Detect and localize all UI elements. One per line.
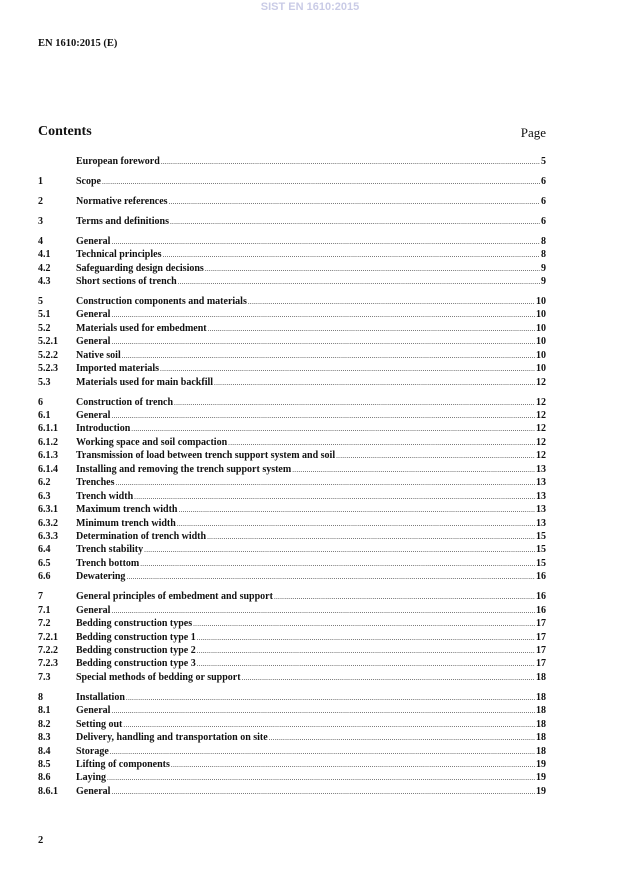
- toc-entry-number: 6: [38, 396, 43, 408]
- dot-leader: [110, 745, 535, 759]
- toc-entry-page: 19: [536, 785, 546, 797]
- dot-leader: [170, 215, 540, 229]
- toc-entry-page: 6: [541, 215, 546, 227]
- toc-entry-title: Lifting of components: [76, 758, 170, 770]
- toc-entry[interactable]: [38, 718, 546, 731]
- toc-entry[interactable]: [38, 463, 546, 476]
- dot-leader: [107, 771, 535, 785]
- toc-entry-page: 15: [536, 530, 546, 542]
- dot-leader: [144, 543, 535, 557]
- toc-entry-page: 19: [536, 772, 546, 784]
- toc-entry-page: 18: [536, 732, 546, 744]
- toc-entry-title: Native soil: [76, 349, 121, 361]
- toc-entry-number: 6.3.3: [38, 530, 58, 542]
- toc-group: [38, 396, 546, 584]
- toc-entry-title: Technical principles: [76, 249, 162, 261]
- toc-entry[interactable]: [38, 436, 546, 449]
- toc-entry-title: Scope: [76, 175, 101, 187]
- toc-entry-number: 6.1.4: [38, 463, 58, 475]
- table-of-contents: [38, 155, 546, 805]
- toc-entry-page: 10: [536, 349, 546, 361]
- dot-leader: [178, 503, 535, 517]
- dot-leader: [111, 308, 535, 322]
- toc-entry-page: 10: [536, 322, 546, 334]
- toc-entry-page: 12: [536, 396, 546, 408]
- toc-entry-title: Delivery, handling and transportation on site: [76, 732, 268, 744]
- dot-leader: [111, 235, 540, 249]
- toc-entry-page: 10: [536, 336, 546, 348]
- toc-entry[interactable]: [38, 691, 546, 704]
- dot-leader: [134, 490, 535, 504]
- toc-entry[interactable]: [38, 295, 546, 308]
- toc-entry-number: 6.1.1: [38, 423, 58, 435]
- toc-entry[interactable]: [38, 476, 546, 489]
- dot-leader: [161, 155, 540, 169]
- toc-entry-page: 13: [536, 477, 546, 489]
- toc-entry-title: Materials used for embedment: [76, 322, 207, 334]
- dot-leader: [197, 644, 535, 658]
- toc-group: [38, 235, 546, 289]
- toc-entry-title: Working space and soil compaction: [76, 436, 228, 448]
- dot-leader: [292, 463, 535, 477]
- toc-entry-title: Trench stability: [76, 544, 144, 556]
- toc-entry-number: 7: [38, 591, 43, 603]
- toc-entry-page: 18: [536, 691, 546, 703]
- toc-entry[interactable]: [38, 704, 546, 717]
- toc-entry-page: 19: [536, 758, 546, 770]
- toc-entry-page: 10: [536, 363, 546, 375]
- toc-entry[interactable]: [38, 644, 546, 657]
- toc-entry-page: 13: [536, 517, 546, 529]
- toc-entry-title: General principles of embedment and support: [76, 591, 273, 603]
- toc-entry-page: 6: [541, 195, 546, 207]
- toc-entry[interactable]: [38, 155, 546, 168]
- toc-entry-title: Construction of trench: [76, 396, 174, 408]
- toc-entry[interactable]: [38, 785, 546, 798]
- toc-entry-number: 8.6: [38, 772, 51, 784]
- toc-entry-page: 8: [541, 249, 546, 261]
- toc-entry-number: 7.2.3: [38, 658, 58, 670]
- toc-entry-number: 7.2.2: [38, 644, 58, 656]
- toc-entry-page: 6: [541, 175, 546, 187]
- dot-leader: [174, 396, 535, 410]
- dot-leader: [111, 335, 535, 349]
- dot-leader: [111, 704, 535, 718]
- toc-entry[interactable]: [38, 604, 546, 617]
- dot-leader: [123, 718, 535, 732]
- toc-entry[interactable]: [38, 308, 546, 321]
- dot-leader: [274, 590, 535, 604]
- toc-entry[interactable]: [38, 449, 546, 462]
- toc-entry-title: Bedding construction type 1: [76, 631, 196, 643]
- toc-entry-number: 5.2: [38, 322, 51, 334]
- toc-entry-page: 17: [536, 631, 546, 643]
- toc-group: [38, 155, 546, 168]
- toc-entry-title: Safeguarding design decisions: [76, 262, 204, 274]
- toc-entry-page: 10: [536, 309, 546, 321]
- dot-leader: [116, 476, 535, 490]
- dot-leader: [208, 322, 535, 336]
- toc-entry-title: Terms and definitions: [76, 215, 169, 227]
- toc-entry[interactable]: [38, 422, 546, 435]
- toc-entry-title: Minimum trench width: [76, 517, 176, 529]
- toc-entry-number: 6.3.2: [38, 517, 58, 529]
- dot-leader: [178, 275, 540, 289]
- toc-entry-title: Transmission of load between trench support system and soil: [76, 450, 336, 462]
- dot-leader: [102, 175, 540, 189]
- toc-entry[interactable]: [38, 557, 546, 570]
- dot-leader: [336, 449, 535, 463]
- toc-entry[interactable]: [38, 503, 546, 516]
- page-column-label: Page: [520, 125, 546, 140]
- watermark: SIST EN 1610:2015: [260, 1, 360, 13]
- toc-entry-title: Setting out: [76, 718, 123, 730]
- toc-entry-title: Short sections of trench: [76, 276, 177, 288]
- toc-entry-page: 13: [536, 490, 546, 502]
- toc-entry-page: 17: [536, 618, 546, 630]
- toc-entry-title: Special methods of bedding or support: [76, 671, 241, 683]
- dot-leader: [111, 785, 535, 799]
- toc-entry-page: 12: [536, 423, 546, 435]
- contents-heading: Contents: [38, 124, 92, 139]
- toc-entry-number: 8.6.1: [38, 785, 58, 797]
- toc-entry[interactable]: [38, 235, 546, 248]
- toc-entry-number: 7.1: [38, 604, 51, 616]
- toc-entry-title: Bedding construction types: [76, 618, 193, 630]
- toc-entry[interactable]: [38, 349, 546, 362]
- toc-entry[interactable]: [38, 409, 546, 422]
- toc-entry-number: 8.1: [38, 705, 51, 717]
- dot-leader: [248, 295, 535, 309]
- dot-leader: [169, 195, 540, 209]
- toc-entry-number: 4.2: [38, 262, 51, 274]
- toc-entry-number: 1: [38, 175, 43, 187]
- document-header: EN 1610:2015 (E): [38, 38, 118, 49]
- toc-entry-title: General: [76, 705, 111, 717]
- toc-entry-number: 8.2: [38, 718, 51, 730]
- dot-leader: [162, 248, 540, 262]
- dot-leader: [160, 362, 535, 376]
- toc-entry-number: 6.1: [38, 410, 51, 421]
- dot-leader: [131, 422, 535, 436]
- toc-entry-page: 15: [536, 544, 546, 556]
- toc-entry-number: 6.3: [38, 490, 51, 502]
- toc-entry-page: 18: [536, 705, 546, 717]
- toc-entry-title: European foreword: [76, 156, 160, 167]
- toc-entry-title: Normative references: [76, 195, 168, 207]
- toc-entry-number: 7.2: [38, 618, 51, 630]
- dot-leader: [197, 657, 535, 671]
- toc-entry[interactable]: [38, 275, 546, 288]
- dot-leader: [111, 409, 535, 423]
- toc-entry[interactable]: [38, 362, 546, 375]
- dot-leader: [126, 570, 535, 584]
- toc-entry-title: General: [76, 604, 111, 616]
- toc-entry-number: 5.2.1: [38, 336, 58, 348]
- dot-leader: [111, 604, 535, 618]
- toc-entry-title: Installation: [76, 691, 125, 703]
- toc-entry-page: 12: [536, 376, 546, 388]
- toc-entry-title: Laying: [76, 772, 107, 784]
- toc-entry-page: 16: [536, 571, 546, 583]
- dot-leader: [140, 557, 535, 571]
- toc-entry-title: Materials used for main backfill: [76, 376, 214, 388]
- toc-entry-title: Introduction: [76, 423, 131, 435]
- toc-group: [38, 175, 546, 188]
- toc-entry-title: Maximum trench width: [76, 504, 178, 516]
- toc-entry-title: General: [76, 336, 111, 348]
- toc-entry-page: 15: [536, 557, 546, 569]
- toc-entry-title: Storage: [76, 745, 109, 757]
- toc-entry[interactable]: [38, 570, 546, 583]
- toc-entry-number: 4.1: [38, 249, 51, 261]
- dot-leader: [242, 671, 535, 685]
- toc-entry[interactable]: [38, 631, 546, 644]
- dot-leader: [197, 631, 535, 645]
- toc-entry-title: Construction components and materials: [76, 296, 247, 307]
- toc-entry-title: General: [76, 410, 111, 421]
- toc-entry[interactable]: [38, 396, 546, 409]
- toc-entry-page: 10: [536, 296, 546, 307]
- toc-group: [38, 691, 546, 799]
- dot-leader: [207, 530, 535, 544]
- toc-entry-number: 6.3.1: [38, 504, 58, 516]
- toc-entry[interactable]: [38, 758, 546, 771]
- toc-entry[interactable]: [38, 195, 546, 208]
- toc-entry-page: 17: [536, 644, 546, 656]
- toc-entry[interactable]: [38, 262, 546, 275]
- toc-entry-title: Installing and removing the trench support system: [76, 463, 292, 475]
- toc-entry-number: 6.1.3: [38, 450, 58, 462]
- dot-leader: [205, 262, 540, 276]
- toc-entry-number: 5.2.2: [38, 349, 58, 361]
- toc-entry-title: Bedding construction type 3: [76, 658, 196, 670]
- toc-entry-number: 4: [38, 235, 43, 247]
- toc-entry-number: 6.6: [38, 571, 51, 583]
- toc-entry-number: 8.5: [38, 758, 51, 770]
- toc-entry-title: Imported materials: [76, 363, 160, 375]
- toc-entry-title: Bedding construction type 2: [76, 644, 196, 656]
- toc-entry[interactable]: [38, 771, 546, 784]
- toc-entry[interactable]: [38, 517, 546, 530]
- toc-entry[interactable]: [38, 671, 546, 684]
- toc-entry-page: 16: [536, 604, 546, 616]
- toc-entry-number: 6.1.2: [38, 436, 58, 448]
- dot-leader: [177, 517, 535, 531]
- toc-entry-page: 18: [536, 671, 546, 683]
- toc-entry-number: 3: [38, 215, 43, 227]
- toc-entry-title: Trenches: [76, 477, 115, 489]
- toc-entry-title: Determination of trench width: [76, 530, 207, 542]
- toc-entry-page: 12: [536, 450, 546, 462]
- toc-entry-number: 5.1: [38, 309, 51, 321]
- toc-entry[interactable]: [38, 490, 546, 503]
- toc-entry[interactable]: [38, 335, 546, 348]
- toc-entry-title: General: [76, 309, 111, 321]
- toc-entry-title: Trench bottom: [76, 557, 140, 569]
- toc-entry-number: 8: [38, 691, 43, 703]
- dot-leader: [122, 349, 535, 363]
- dot-leader: [171, 758, 535, 772]
- toc-entry[interactable]: [38, 215, 546, 228]
- toc-entry-page: 18: [536, 718, 546, 730]
- toc-entry-page: 17: [536, 658, 546, 670]
- toc-entry-number: 7.3: [38, 671, 51, 683]
- toc-entry-title: Dewatering: [76, 571, 126, 583]
- toc-entry[interactable]: [38, 248, 546, 261]
- toc-entry[interactable]: [38, 617, 546, 630]
- toc-entry[interactable]: [38, 322, 546, 335]
- page-number: 2: [38, 835, 44, 846]
- toc-entry-number: 6.4: [38, 544, 51, 556]
- toc-entry-number: 5: [38, 296, 43, 307]
- toc-entry-title: General: [76, 235, 111, 247]
- toc-group: [38, 215, 546, 228]
- dot-leader: [214, 376, 535, 390]
- toc-entry-page: 8: [541, 235, 546, 247]
- toc-entry-page: 16: [536, 591, 546, 603]
- dot-leader: [228, 436, 535, 450]
- toc-entry[interactable]: [38, 590, 546, 603]
- toc-entry-page: 13: [536, 504, 546, 516]
- toc-entry[interactable]: [38, 657, 546, 670]
- toc-entry-number: 8.3: [38, 732, 51, 744]
- toc-entry[interactable]: [38, 530, 546, 543]
- dot-leader: [193, 617, 535, 631]
- toc-entry[interactable]: [38, 731, 546, 744]
- toc-group: [38, 295, 546, 389]
- toc-entry[interactable]: [38, 376, 546, 389]
- toc-entry-number: 5.2.3: [38, 363, 58, 375]
- toc-entry[interactable]: [38, 745, 546, 758]
- toc-entry-page: 5: [541, 156, 546, 167]
- toc-entry-page: 9: [541, 276, 546, 288]
- toc-entry-page: 12: [536, 436, 546, 448]
- toc-group: [38, 195, 546, 208]
- toc-entry-number: 2: [38, 195, 43, 207]
- toc-entry[interactable]: [38, 175, 546, 188]
- toc-group: [38, 590, 546, 684]
- toc-entry-page: 18: [536, 745, 546, 757]
- toc-entry-number: 6.2: [38, 477, 51, 489]
- toc-entry[interactable]: [38, 543, 546, 556]
- toc-entry-title: General: [76, 785, 111, 797]
- toc-entry-number: 8.4: [38, 745, 51, 757]
- toc-entry-page: 9: [541, 262, 546, 274]
- toc-entry-page: 13: [536, 463, 546, 475]
- toc-entry-title: Trench width: [76, 490, 134, 502]
- toc-entry-number: 6.5: [38, 557, 51, 569]
- dot-leader: [126, 691, 535, 705]
- toc-entry-page: 12: [536, 410, 546, 421]
- toc-entry-number: 5.3: [38, 376, 51, 388]
- toc-entry-number: 4.3: [38, 276, 51, 288]
- dot-leader: [269, 731, 535, 745]
- toc-entry-number: 7.2.1: [38, 631, 58, 643]
